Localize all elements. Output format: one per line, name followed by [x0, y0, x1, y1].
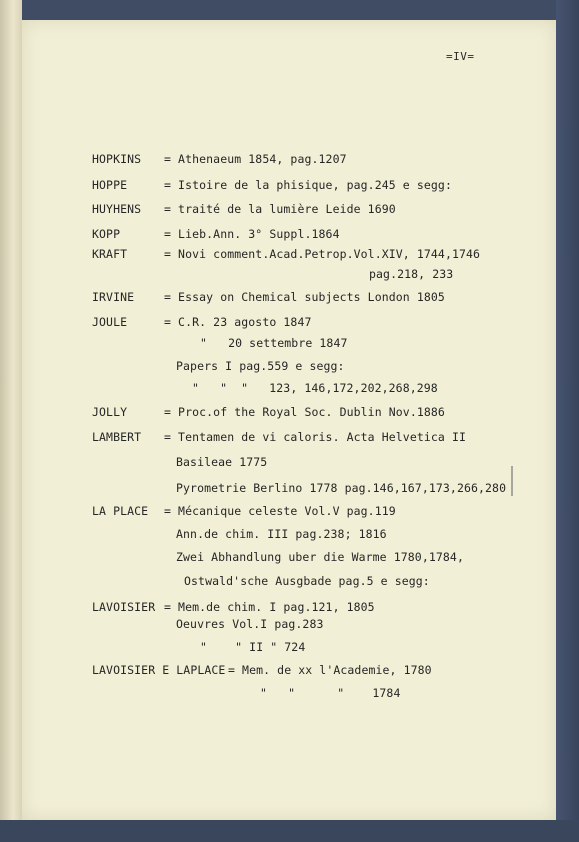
reference-text-continuation: " " II " 724	[200, 640, 306, 654]
author-name: JOLLY	[92, 405, 128, 419]
author-name: LAVOISIER	[92, 600, 156, 614]
author-name: IRVINE	[92, 290, 135, 304]
document-page	[22, 20, 556, 820]
cover-bottom	[0, 820, 579, 842]
reference-text: = Mécanique celeste Vol.V pag.119	[164, 504, 396, 518]
page-number: =IV=	[446, 50, 475, 63]
reference-text-continuation: pag.218, 233	[369, 267, 454, 281]
author-name: KOPP	[92, 227, 121, 241]
author-name: LA PLACE	[92, 504, 149, 518]
cover-right	[556, 0, 579, 842]
cover-top	[0, 0, 579, 20]
reference-text: = Proc.of the Royal Soc. Dublin Nov.1886	[164, 405, 445, 419]
reference-text-continuation: Papers I pag.559 e segg:	[176, 359, 345, 373]
reference-text: = Novi comment.Acad.Petrop.Vol.XIV, 1744,1746	[164, 247, 481, 261]
reference-text: = Mem. de xx l'Academie, 1780	[228, 663, 432, 677]
author-name: HOPKINS	[92, 152, 142, 166]
reference-text-continuation: " " " 123, 146,172,202,268,298	[192, 381, 438, 395]
author-name: HOPPE	[92, 178, 128, 192]
reference-text: = traité de la lumière Leide 1690	[164, 202, 396, 216]
reference-text: = Athenaeum 1854, pag.1207	[164, 152, 347, 166]
author-name: KRAFT	[92, 247, 128, 261]
reference-text-continuation: Basileae 1775	[176, 455, 268, 469]
author-name: HUYHENS	[92, 202, 142, 216]
reference-text: = Tentamen de vi caloris. Acta Helvetica II	[164, 430, 467, 444]
reference-text: = Mem.de chim. I pag.121, 1805	[164, 600, 375, 614]
reference-text-continuation: Ann.de chim. III pag.238; 1816	[176, 527, 387, 541]
reference-text: = C.R. 23 agosto 1847	[164, 315, 312, 329]
reference-text-continuation: " 20 settembre 1847	[200, 336, 348, 350]
reference-text: = Essay on Chemical subjects London 1805	[164, 290, 445, 304]
reference-text-continuation: Oeuvres Vol.I pag.283	[176, 617, 324, 631]
reference-text: = Lieb.Ann. 3° Suppl.1864	[164, 227, 340, 241]
author-name: JOULE	[92, 315, 128, 329]
binding-edge	[0, 0, 22, 842]
reference-text: = Istoire de la phisique, pag.245 e segg:	[164, 178, 452, 192]
reference-text-continuation: Ostwald'sche Ausgbade pag.5 e segg:	[184, 574, 430, 588]
author-name: LAMBERT	[92, 430, 142, 444]
reference-text-continuation: " " " 1784	[260, 686, 401, 700]
reference-text-continuation: Zwei Abhandlung uber die Warme 1780,1784,	[176, 550, 464, 564]
author-name: LAVOISIER E LAPLACE	[92, 663, 226, 677]
margin-mark	[511, 466, 513, 496]
reference-text-continuation: Pyrometrie Berlino 1778 pag.146,167,173,266,280	[176, 481, 507, 495]
